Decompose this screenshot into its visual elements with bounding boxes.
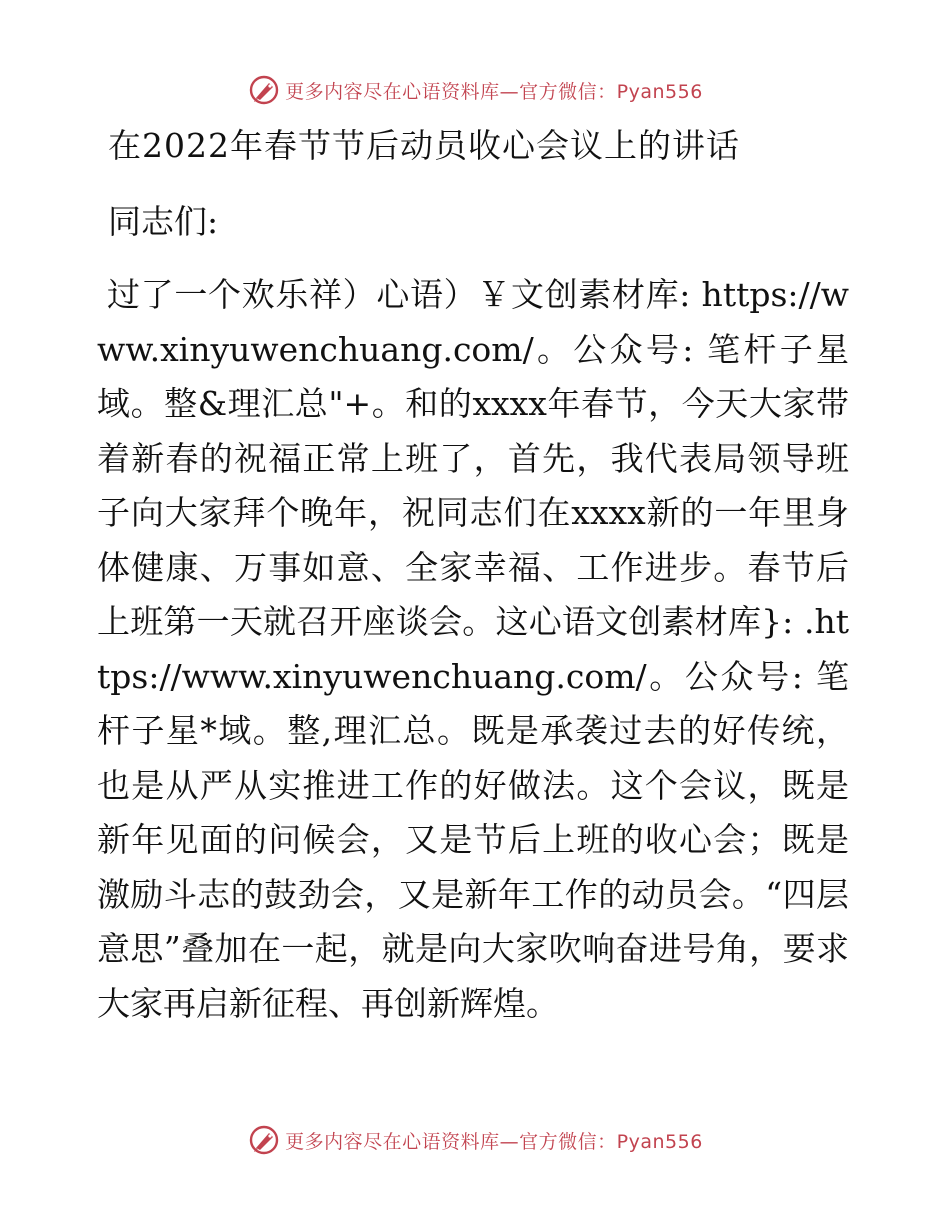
salutation: 同志们: bbox=[108, 202, 219, 241]
pen-nib-logo-icon bbox=[247, 1123, 281, 1157]
header-banner bbox=[0, 70, 950, 110]
header-banner-text: 更多内容尽在心语资料库—官方微信：Pyan556 bbox=[285, 80, 703, 103]
footer-banner-text: 更多内容尽在心语资料库—官方微信：Pyan556 bbox=[285, 1130, 703, 1153]
footer-banner bbox=[0, 1120, 950, 1160]
pen-nib-logo-icon bbox=[247, 73, 281, 107]
document-title: 在2022年春节节后动员收心会议上的讲话 bbox=[108, 126, 740, 165]
body-paragraph: 过了一个欢乐祥）心语）￥文创素材库: https://www.xinyuwenchuang.com/。公众号: 笔杆子星域。整&理汇总"+。和的xxxx年春节，今天大家带着新春的祝福正常上班了，首先，我代表局领导班子向大家拜个晚年，祝同志们在xxxx新的一年里身体健康、万事如意、全家幸福、工作进步。春节后上班第一天就召开座谈会。这心语文创素材库}: .https://www.xinyuwenchuang.com/。公众号: 笔杆子星*域。整,理汇总。既是承袭过去的好传统，也是从严从实推进工作的好做法。这个会议，既是新年见面的问候会，又是节后上班的收心会；既是激励斗志的鼓劲会，又是新年工作的动员会。“四层意思”叠加在一起，就是向大家吹响奋进号角，要求大家再启新征程、再创新辉煌。 bbox=[97, 275, 849, 1023]
